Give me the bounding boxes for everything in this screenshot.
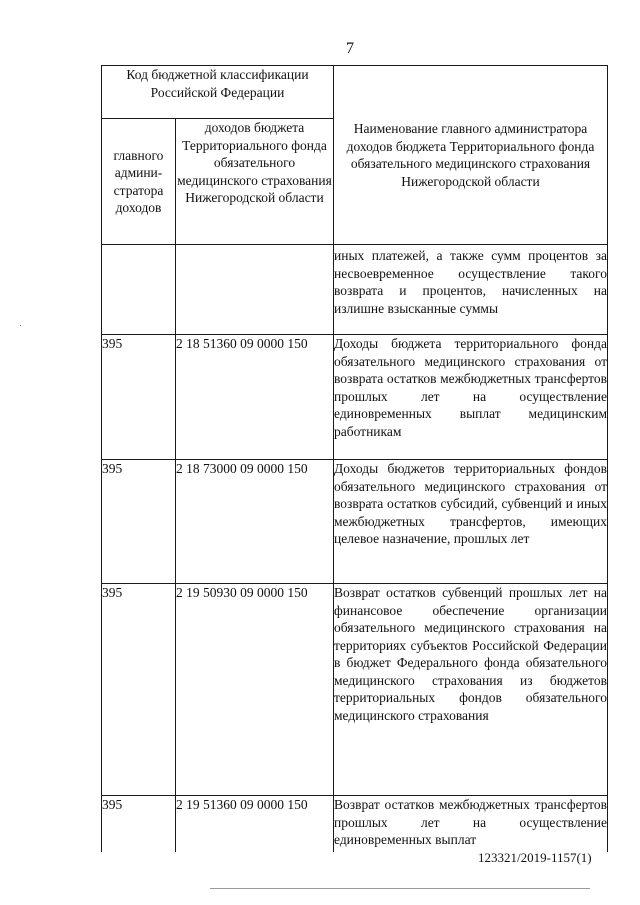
document-code: 123321/2019-1157(1) [478, 850, 592, 865]
revenue-name-cell: Возврат остатков межбюджетных трансфертов прошлых лет на осуществление единовременных выплат [334, 796, 608, 853]
table-row [102, 460, 608, 584]
table-row [102, 584, 608, 796]
table-row-continuation [102, 245, 608, 335]
table-header-row [102, 66, 608, 119]
bottom-scan-line [210, 888, 590, 889]
revenue-code-cell: 2 18 73000 09 0000 150 [176, 460, 334, 584]
revenue-name-cell: иных платежей, а также сумм процентов за несвоевременное осуществление такого возврата и процентов, начисленных на излишне взысканные суммы [334, 245, 608, 335]
revenue-code-cell [176, 245, 334, 335]
scan-artifact-dot [20, 325, 21, 326]
revenue-code-cell: 2 19 51360 09 0000 150 [176, 796, 334, 853]
admin-code-cell [102, 245, 176, 335]
header-admin-cell: главного админи- стратора доходов [102, 119, 176, 245]
page-number: 7 [346, 40, 354, 57]
revenue-name-cell: Доходы бюджетов территориальных фондов обязательного медицинского страхования от возврата остатков субсидий, субвенций и иных межбюджетных трансфертов, имеющих целевое назначение, прошлых лет [334, 460, 608, 584]
revenue-code-cell: 2 18 51360 09 0000 150 [176, 335, 334, 460]
admin-code-cell: 395 [102, 796, 176, 853]
header-name-cell: Наименование главного администратора доходов бюджета Территориального фонда обязательного медицинского страхования Нижегородской области [334, 66, 608, 245]
revenue-name-cell: Доходы бюджета территориального фонда обязательного медицинского страхования от возврата остатков межбюджетных трансфертов прошлых лет на осуществление единовременных выплат медицинским работникам [334, 335, 608, 460]
revenue-name-cell: Возврат остатков субвенций прошлых лет на финансовое обеспечение организации обязательного медицинского страхования на территориях субъектов Российской Федерации в бюджет Федерального фонда обязательного медицинского страхования из бюджетов территориальных фондов обязательного медицинского страхования [334, 584, 608, 796]
revenue-code-cell: 2 19 50930 09 0000 150 [176, 584, 334, 796]
table-row [102, 335, 608, 460]
header-revenue-cell: доходов бюджета Территориального фонда обязательного медицинского страхования Нижегородской области [176, 119, 334, 245]
admin-code-cell: 395 [102, 584, 176, 796]
admin-code-cell: 395 [102, 335, 176, 460]
table-row [102, 796, 608, 853]
header-group-cell: Код бюджетной классификации Российской Федерации [102, 66, 334, 119]
admin-code-cell: 395 [102, 460, 176, 584]
budget-classification-table [101, 65, 608, 852]
